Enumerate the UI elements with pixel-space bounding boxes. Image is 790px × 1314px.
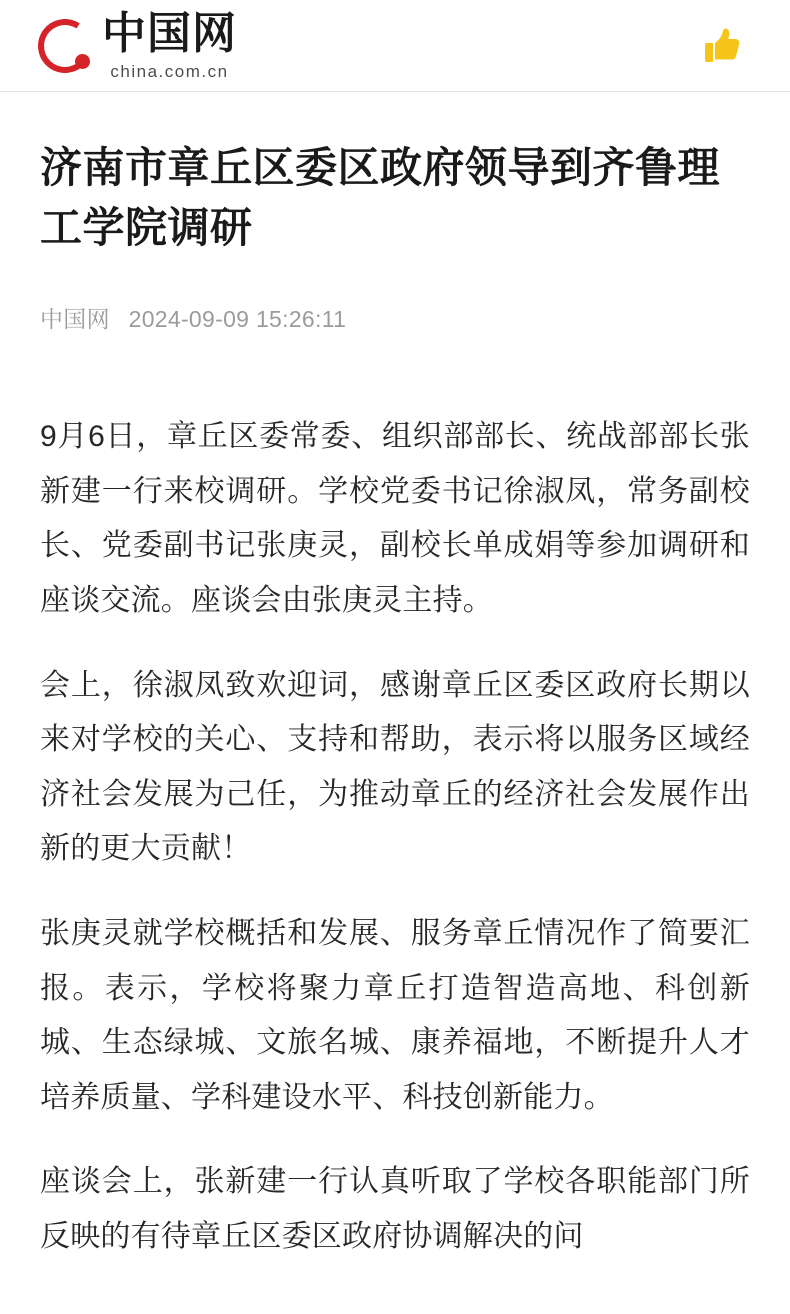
brand-name-cn: 中国网: [102, 8, 237, 58]
thumbs-up-icon[interactable]: [688, 17, 746, 75]
article-paragraph: 9月6日，章丘区委常委、组织部部长、统战部部长张新建一行来校调研。学校党委书记徐淑凤，常务副校长、党委副书记张庚灵，副校长单成娟等参加调研和座谈交流。座谈会由张庚灵主持。: [40, 420, 750, 618]
article-datetime: 2024-09-09 15:26:11: [128, 306, 347, 333]
article-body: [40, 410, 750, 1264]
article-source: 中国网: [40, 306, 110, 333]
article-paragraph: 会上，徐淑凤致欢迎词，感谢章丘区委区政府长期以来对学校的关心、支持和帮助，表示将以服务区域经济社会发展为己任，为推动章丘的经济社会发展作出新的更大贡献！: [40, 668, 750, 866]
site-logo[interactable]: [38, 8, 237, 81]
site-header: [0, 0, 790, 92]
china-net-c-logo-icon: [38, 19, 92, 73]
brand-text: [102, 8, 237, 81]
page-title: 济南市章丘区委区政府领导到齐鲁理工学院调研: [40, 144, 721, 251]
brand-name-en: china.com.cn: [110, 61, 229, 81]
article-paragraph: 张庚灵就学校概括和发展、服务章丘情况作了简要汇报。表示，学校将聚力章丘打造智造高地、科创新城、生态绿城、文旅名城、康养福地，不断提升人才培养质量、学科建设水平、科技创新能力。: [40, 917, 750, 1114]
article-container: [0, 92, 790, 1265]
article-meta: [40, 301, 750, 334]
article-paragraph: 座谈会上，张新建一行认真听取了学校各职能部门所反映的有待章丘区委区政府协调解决的问: [40, 1165, 750, 1253]
